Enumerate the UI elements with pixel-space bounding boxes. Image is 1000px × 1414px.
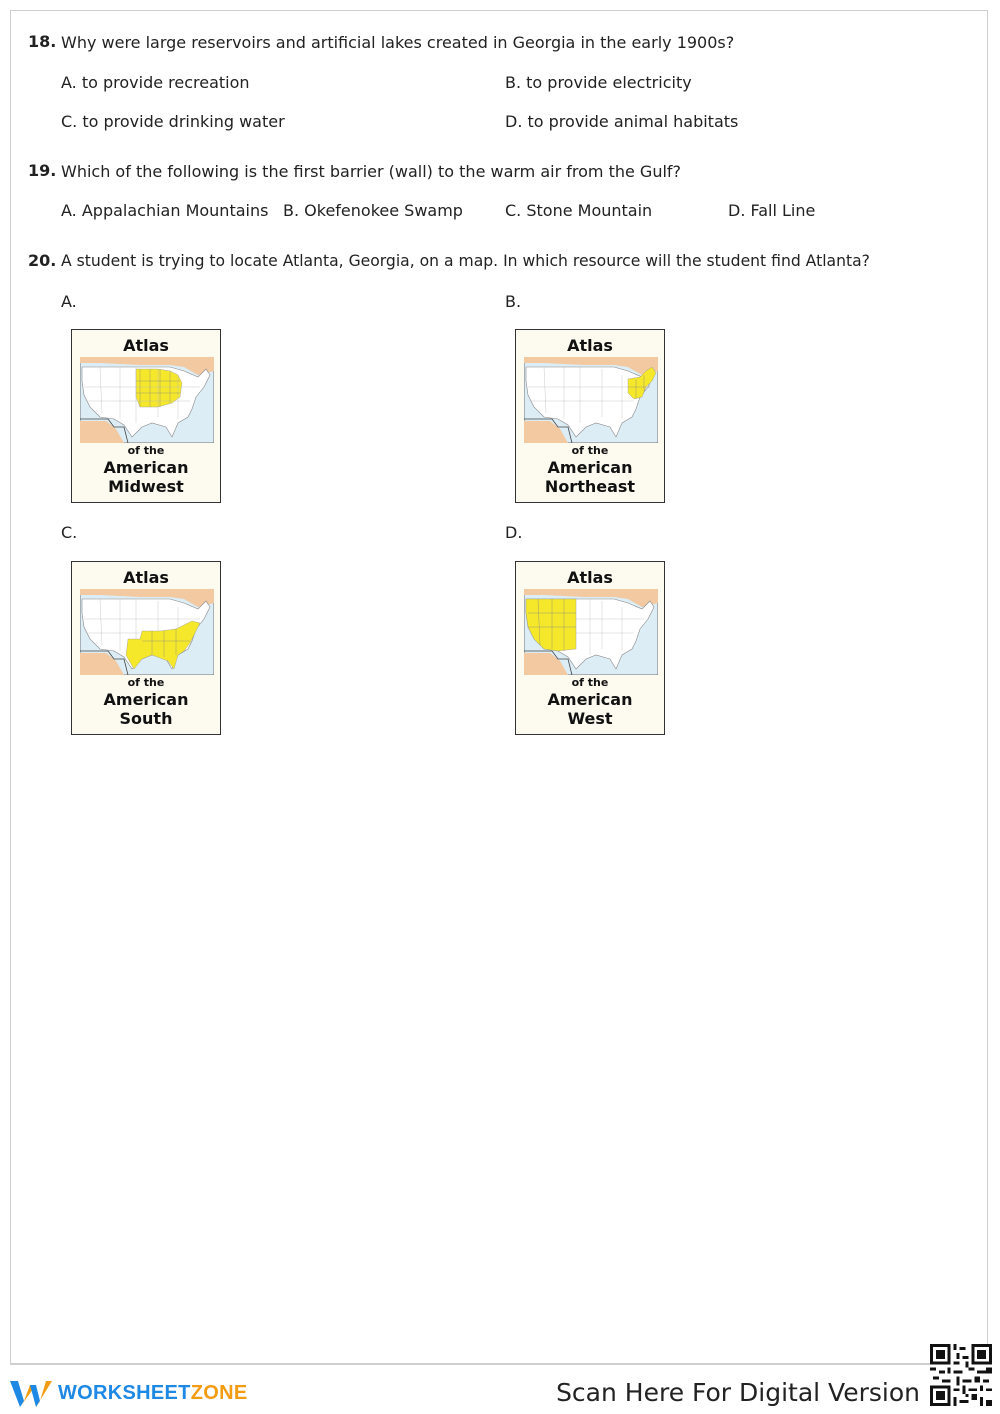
question-19-option-d[interactable]: D. Fall Line — [728, 201, 816, 220]
atlas-american: American — [103, 690, 189, 709]
question-18-number: 18. — [28, 32, 57, 51]
question-18-option-a[interactable]: A. to provide recreation — [61, 73, 250, 92]
atlas-region: South — [119, 709, 173, 728]
footer-divider — [10, 1364, 930, 1365]
atlas-american: American — [547, 458, 633, 477]
atlas-south-cover[interactable] — [71, 561, 221, 735]
worksheetzone-w-icon — [10, 1377, 52, 1409]
question-19-text: Which of the following is the first barrier (wall) to the warm air from the Gulf? — [61, 162, 682, 181]
us-map-northeast-highlight — [524, 357, 658, 443]
atlas-title: Atlas — [567, 336, 613, 355]
question-19-number: 19. — [28, 161, 57, 180]
question-20-number: 20. — [28, 251, 57, 270]
atlas-northeast-cover[interactable] — [515, 329, 665, 503]
atlas-american: American — [103, 458, 189, 477]
qr-code-icon[interactable] — [930, 1344, 992, 1406]
atlas-west-cover[interactable] — [515, 561, 665, 735]
question-20-option-a-label[interactable]: A. — [61, 292, 77, 311]
scan-here-label: Scan Here For Digital Version — [556, 1378, 920, 1407]
us-map-midwest-highlight — [80, 357, 214, 443]
atlas-title: Atlas — [567, 568, 613, 587]
worksheetzone-logo[interactable] — [10, 1377, 247, 1409]
atlas-of-the: of the — [571, 444, 609, 457]
atlas-of-the: of the — [127, 676, 165, 689]
question-20-option-d-label[interactable]: D. — [505, 523, 523, 542]
atlas-american: American — [547, 690, 633, 709]
question-20-text: A student is trying to locate Atlanta, Georgia, on a map. In which resource will the student find Atlanta? — [61, 252, 870, 270]
question-18-option-b[interactable]: B. to provide electricity — [505, 73, 692, 92]
question-19-option-b[interactable]: B. Okefenokee Swamp — [283, 201, 463, 220]
atlas-of-the: of the — [571, 676, 609, 689]
atlas-midwest-cover[interactable] — [71, 329, 221, 503]
atlas-title: Atlas — [123, 336, 169, 355]
atlas-region: Midwest — [108, 477, 184, 496]
atlas-region: West — [567, 709, 613, 728]
question-20-option-b-label[interactable]: B. — [505, 292, 522, 311]
brand-worksheet: WORKSHEET — [58, 1381, 191, 1404]
question-19-option-c[interactable]: C. Stone Mountain — [505, 201, 653, 220]
us-map-south-highlight — [80, 589, 214, 675]
question-20-option-c-label[interactable]: C. — [61, 523, 78, 542]
brand-wordmark — [58, 1382, 247, 1405]
question-18-option-c[interactable]: C. to provide drinking water — [61, 112, 285, 131]
brand-zone: ZONE — [190, 1381, 248, 1404]
us-map-west-highlight — [524, 589, 658, 675]
question-19-option-a[interactable]: A. Appalachian Mountains — [61, 201, 269, 220]
atlas-of-the: of the — [127, 444, 165, 457]
atlas-title: Atlas — [123, 568, 169, 587]
question-18-option-d[interactable]: D. to provide animal habitats — [505, 112, 739, 131]
atlas-region: Northeast — [544, 477, 636, 496]
question-18-text: Why were large reservoirs and artificial lakes created in Georgia in the early 1900s? — [61, 33, 735, 52]
